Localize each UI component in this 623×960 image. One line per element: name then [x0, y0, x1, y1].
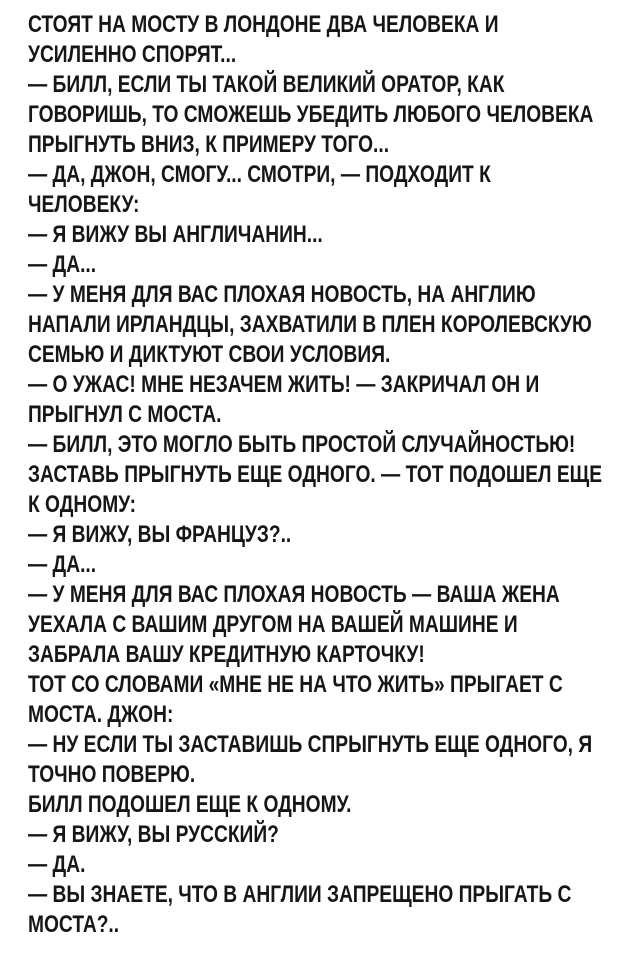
text-line: УСИЛЕННО СПОРЯТ... — [28, 41, 237, 68]
text-line: — НУ ЕСЛИ ТЫ ЗАСТАВИШЬ СПРЫГНУТЬ ЕЩЕ ОДНОГО, Я — [28, 731, 593, 758]
text-line: — ДА... — [28, 551, 97, 578]
text-line: — ВЫ ЗНАЕТЕ, ЧТО В АНГЛИИ ЗАПРЕЩЕНО ПРЫГАТЬ С — [28, 881, 572, 908]
text-line: ПРЫГНУТЬ ВНИЗ, К ПРИМЕРУ ТОГО... — [28, 131, 390, 158]
text-line: — ДА... — [28, 251, 97, 278]
text-line: — ДА, ДЖОН, СМОГУ... СМОТРИ, — ПОДХОДИТ К — [28, 161, 491, 188]
text-line: ЗАСТАВЬ ПРЫГНУТЬ ЕЩЕ ОДНОГО. — ТОТ ПОДОШЕЛ ЕЩЕ — [28, 461, 603, 488]
text-line: — Я ВИЖУ ВЫ АНГЛИЧАНИН... — [28, 221, 323, 248]
text-line: УЕХАЛА С ВАШИМ ДРУГОМ НА ВАШЕЙ МАШИНЕ И — [28, 611, 518, 638]
text-line: НАПАЛИ ИРЛАНДЦЫ, ЗАХВАТИЛИ В ПЛЕН КОРОЛЕВСКУЮ — [28, 311, 592, 338]
joke-text-block — [28, 10, 623, 940]
text-line: К ОДНОМУ: — [28, 491, 137, 518]
text-line: МОСТА. ДЖОН: — [28, 701, 174, 728]
text-line: — Я ВИЖУ, ВЫ РУССКИЙ? — [28, 821, 279, 848]
text-line: ЗАБРАЛА ВАШУ КРЕДИТНУЮ КАРТОЧКУ! — [28, 641, 425, 668]
text-line: ГОВОРИШЬ, ТО СМОЖЕШЬ УБЕДИТЬ ЛЮБОГО ЧЕЛОВЕКА — [28, 101, 594, 128]
text-line: ТОТ СО СЛОВАМИ «МНЕ НЕ НА ЧТО ЖИТЬ» ПРЫГАЕТ С — [28, 671, 563, 698]
text-line: — О УЖАС! МНЕ НЕЗАЧЕМ ЖИТЬ! — ЗАКРИЧАЛ ОН И — [28, 371, 540, 398]
text-line: — Я ВИЖУ, ВЫ ФРАНЦУЗ?.. — [28, 521, 292, 548]
text-line: — У МЕНЯ ДЛЯ ВАС ПЛОХАЯ НОВОСТЬ — ВАША ЖЕНА — [28, 581, 560, 608]
text-line: ПРЫГНУЛ С МОСТА. — [28, 401, 222, 428]
text-line: — ДА. — [28, 851, 86, 878]
text-line: СТОЯТ НА МОСТУ В ЛОНДОНЕ ДВА ЧЕЛОВЕКА И — [28, 11, 499, 38]
text-line: ТОЧНО ПОВЕРЮ. — [28, 761, 196, 788]
text-line: — БИЛЛ, ЕСЛИ ТЫ ТАКОЙ ВЕЛИКИЙ ОРАТОР, КАК — [28, 71, 505, 98]
text-line: — У МЕНЯ ДЛЯ ВАС ПЛОХАЯ НОВОСТЬ, НА АНГЛИЮ — [28, 281, 536, 308]
text-line: МОСТА?.. — [28, 911, 120, 938]
text-line: — БИЛЛ, ЭТО МОГЛО БЫТЬ ПРОСТОЙ СЛУЧАЙНОСТЬЮ! — [28, 431, 576, 458]
text-line: ЧЕЛОВЕКУ: — [28, 191, 140, 218]
text-line: БИЛЛ ПОДОШЕЛ ЕЩЕ К ОДНОМУ. — [28, 791, 352, 818]
text-line: СЕМЬЮ И ДИКТУЮТ СВОИ УСЛОВИЯ. — [28, 341, 391, 368]
